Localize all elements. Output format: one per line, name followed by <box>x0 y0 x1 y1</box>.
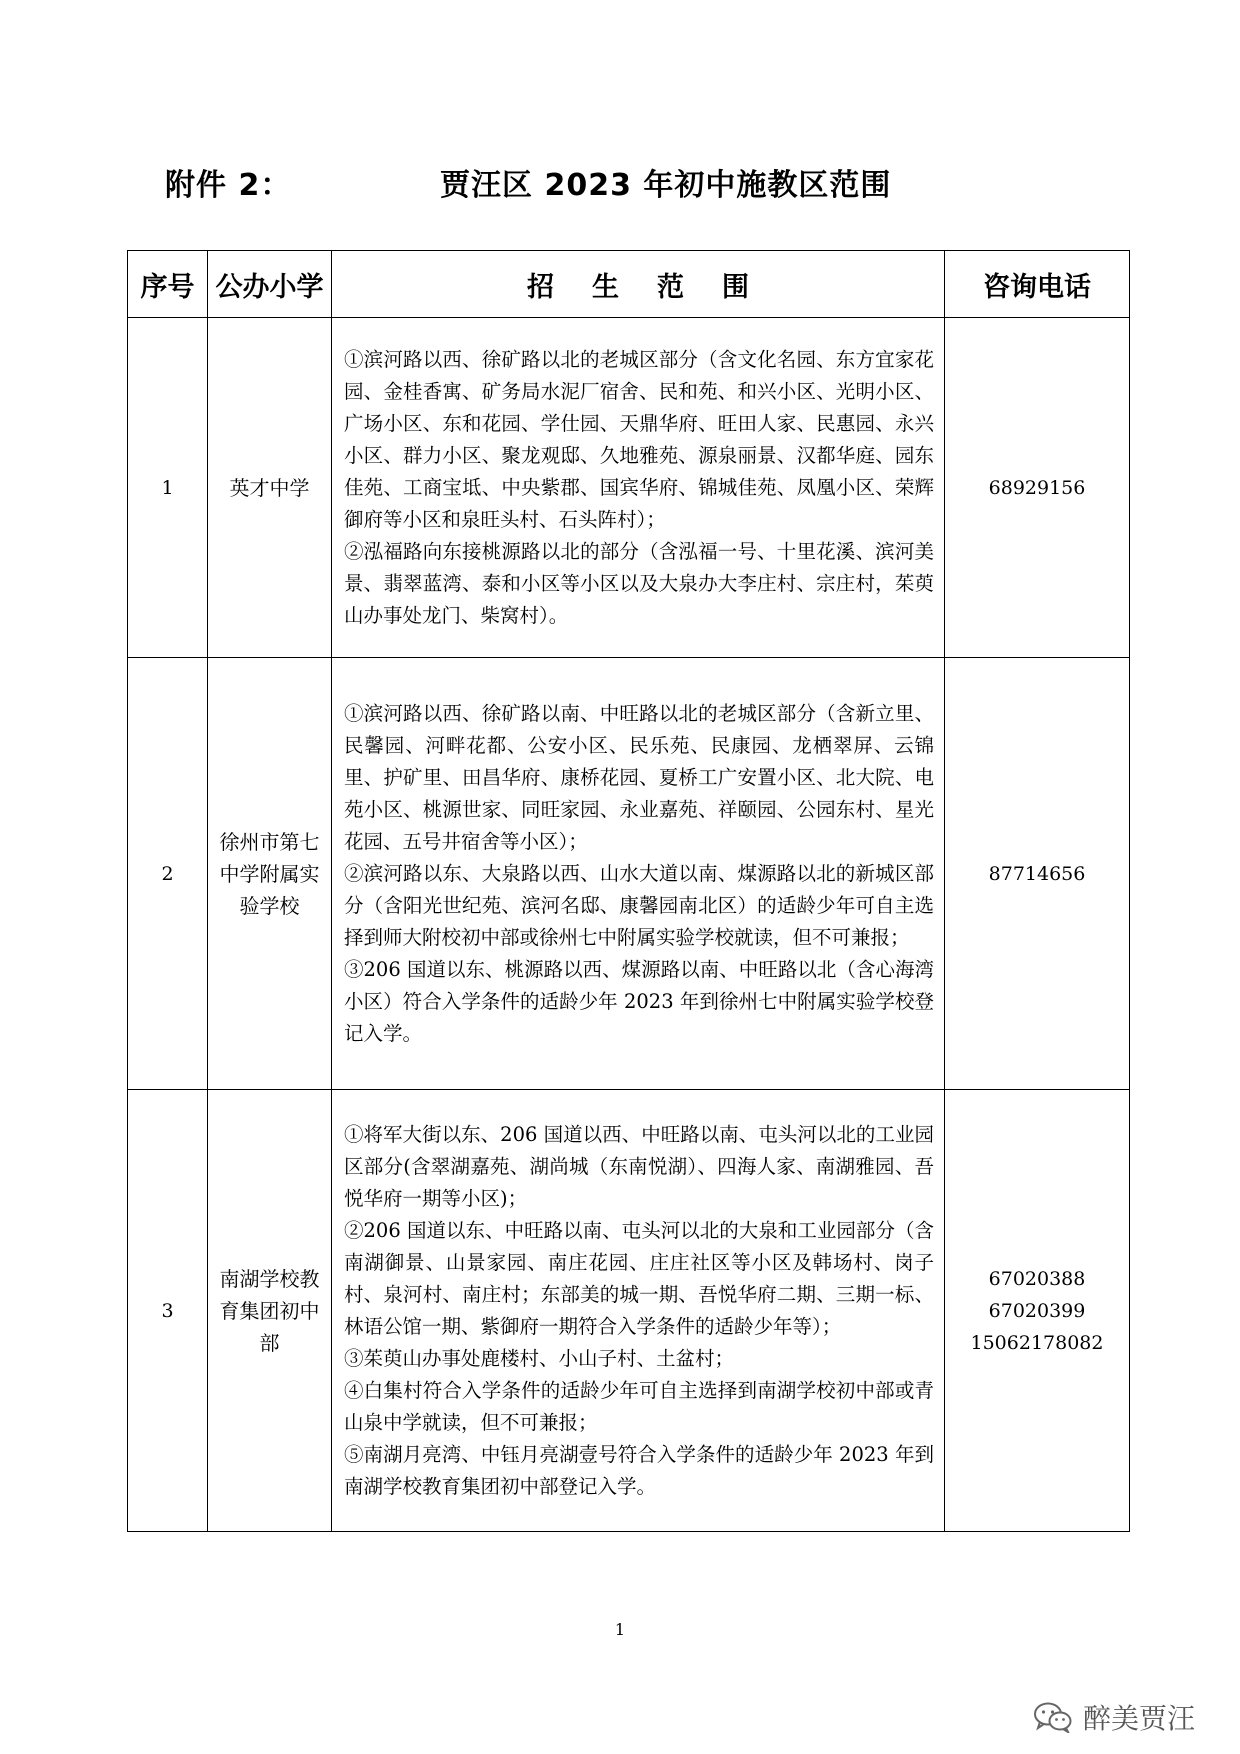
header-school: 公办小学 <box>208 251 332 318</box>
wechat-icon <box>1033 1701 1073 1733</box>
school-name: 英才中学 <box>208 318 332 658</box>
consult-phone <box>945 1090 1130 1532</box>
school-name: 徐州市第七中学附属实验学校 <box>208 658 332 1090</box>
scope-item: ②滨河路以东、大泉路以西、山水大道以南、煤源路以北的新城区部分（含阳光世纪苑、滨河名邸、康馨园南北区）的适龄少年可自主选择到师大附校初中部或徐州七中附属实验学校就读，但不可兼报； <box>344 861 934 949</box>
scope-item: ③茱萸山办事处鹿楼村、小山子村、土盆村； <box>344 1346 735 1370</box>
scope-item: ①滨河路以西、徐矿路以北的老城区部分（含文化名园、东方宜家花园、金桂香寓、矿务局水泥厂宿舍、民和苑、和兴小区、光明小区、广场小区、东和花园、学仕园、天鼎华府、旺田人家、民惠园、永兴小区、群力小区、聚龙观邸、久地雅苑、源泉丽景、汉都华庭、园东佳苑、工商宝坻、中央紫郡、国宾华府、锦城佳苑、凤凰小区、荣辉御府等小区和泉旺头村、石头阵村）； <box>344 347 934 531</box>
scope-item: ⑤南湖月亮湾、中钰月亮湖壹号符合入学条件的适龄少年 2023 年到南湖学校教育集团初中部登记入学。 <box>344 1442 934 1498</box>
enrollment-scope <box>332 658 945 1090</box>
header-phone: 咨询电话 <box>945 251 1130 318</box>
header-range: 招生范围 <box>332 251 945 318</box>
row-number: 3 <box>128 1090 208 1532</box>
row-number: 1 <box>128 318 208 658</box>
scope-item: ①滨河路以西、徐矿路以南、中旺路以北的老城区部分（含新立里、民馨园、河畔花都、公安小区、民乐苑、民康园、龙栖翠屏、云锦里、护矿里、田昌华府、康桥花园、夏桥工广安置小区、北大院、电苑小区、桃源世家、同旺家园、永业嘉苑、祥颐园、公园东村、星光花园、五号井宿舍等小区）； <box>344 701 934 853</box>
table-row <box>128 318 1130 658</box>
consult-phone <box>945 318 1130 658</box>
scope-item: ②206 国道以东、中旺路以南、屯头河以北的大泉和工业园部分（含南湖御景、山景家园、南庄花园、庄庄社区等小区及韩场村、岗子村、泉河村、南庄村；东部美的城一期、吾悦华府二期、三期一标、林语公馆一期、紫御府一期符合入学条件的适龄少年等）； <box>344 1218 934 1338</box>
row-number: 2 <box>128 658 208 1090</box>
watermark-text: 醉美贾汪 <box>1082 1702 1195 1735</box>
phone-number: 67020388 <box>988 1267 1086 1290</box>
enrollment-range-table <box>127 250 1130 1532</box>
phone-number: 67020399 <box>988 1299 1086 1322</box>
scope-item: ②泓福路向东接桃源路以北的部分（含泓福一号、十里花溪、滨河美景、翡翠蓝湾、泰和小区等小区以及大泉办大李庄村、宗庄村，茱萸山办事处龙门、柴窝村）。 <box>344 539 934 627</box>
phone-number: 15062178082 <box>970 1331 1104 1354</box>
phone-number: 68929156 <box>988 476 1086 499</box>
school-name: 南湖学校教育集团初中部 <box>208 1090 332 1532</box>
document-heading <box>0 160 1240 203</box>
scope-item: ④白集村符合入学条件的适龄少年可自主选择到南湖学校初中部或青山泉中学就读，但不可兼报； <box>344 1378 934 1434</box>
enrollment-scope <box>332 318 945 658</box>
wechat-watermark <box>1033 1697 1195 1737</box>
consult-phone <box>945 658 1130 1090</box>
enrollment-scope <box>332 1090 945 1532</box>
header-no: 序号 <box>128 251 208 318</box>
page-number: 1 <box>614 1620 626 1639</box>
document-title: 贾汪区 2023 年初中施教区范围 <box>440 168 892 203</box>
attachment-label: 附件 2： <box>165 168 292 203</box>
scope-item: ③206 国道以东、桃源路以西、煤源路以南、中旺路以北（含心海湾小区）符合入学条件的适龄少年 2023 年到徐州七中附属实验学校登记入学。 <box>344 957 934 1045</box>
table-row <box>128 658 1130 1090</box>
table-header-row <box>128 251 1130 318</box>
table-row <box>128 1090 1130 1532</box>
scope-item: ①将军大街以东、206 国道以西、中旺路以南、屯头河以北的工业园区部分(含翠湖嘉苑、湖尚城（东南悦湖）、四海人家、南湖雅园、吾悦华府一期等小区)； <box>344 1122 934 1210</box>
phone-number: 87714656 <box>988 862 1086 885</box>
